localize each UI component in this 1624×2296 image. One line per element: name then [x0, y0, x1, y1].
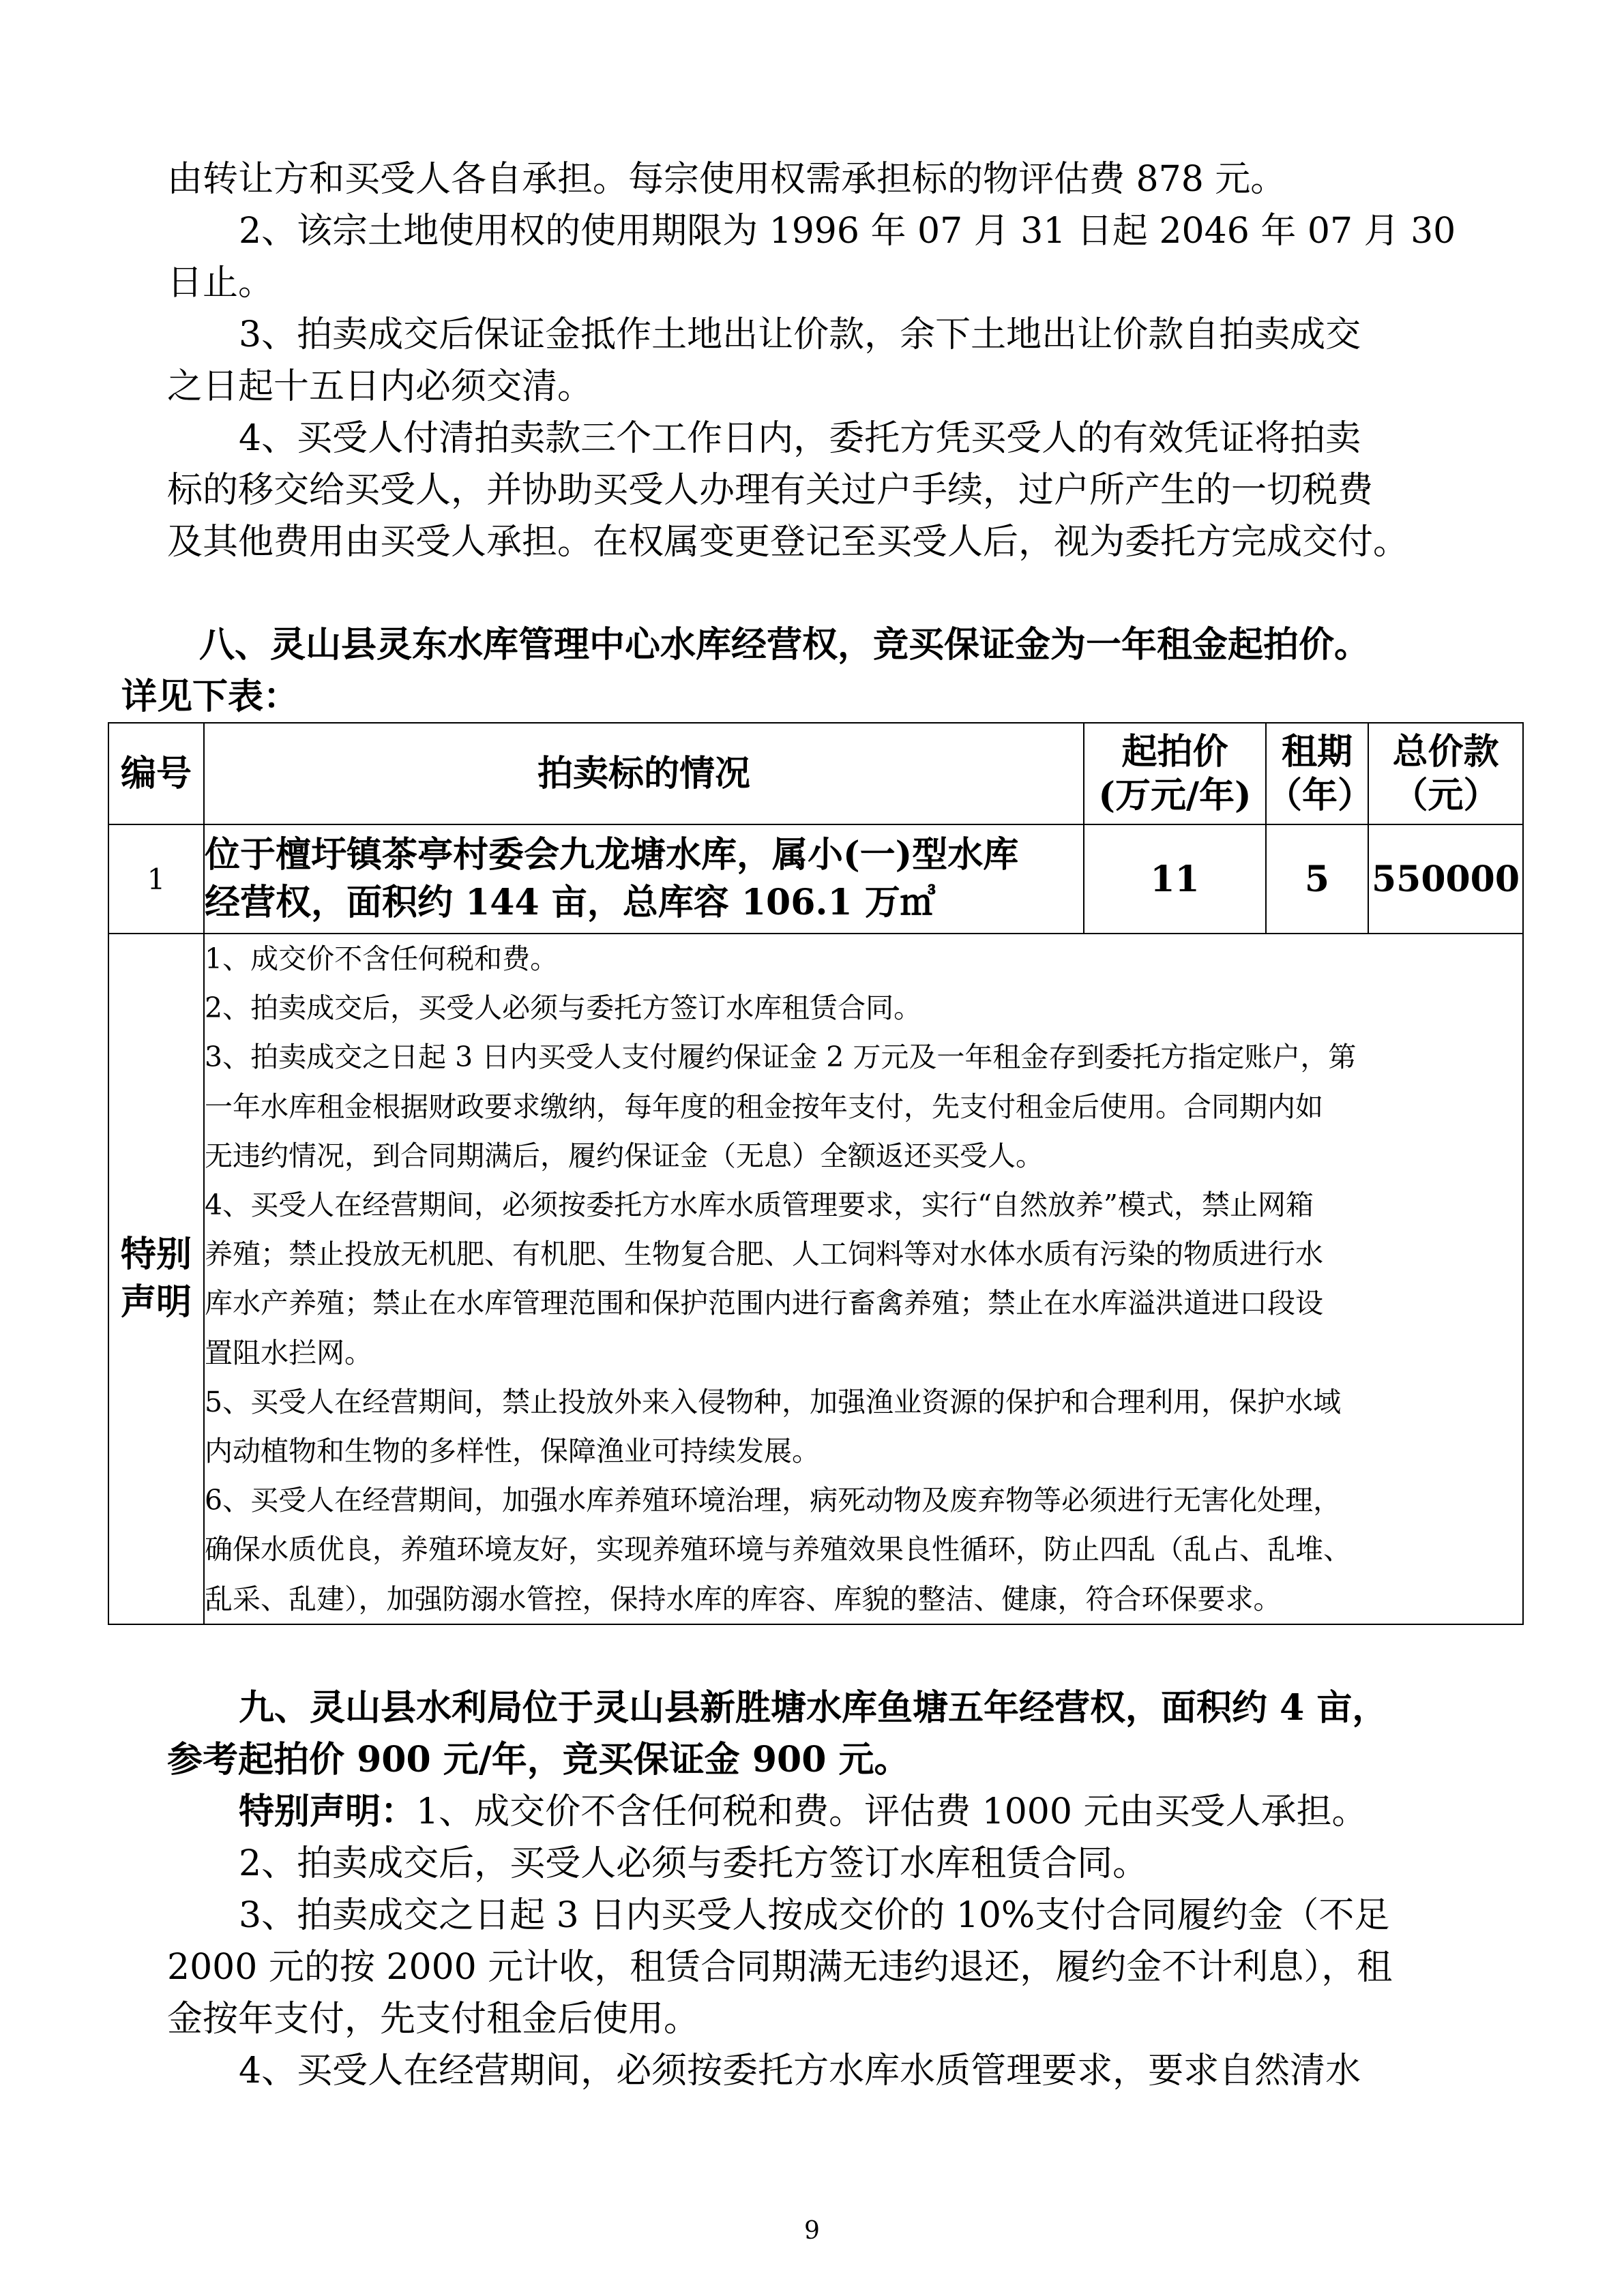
body-line: 2、拍卖成交后，买受人必须与委托方签订水库租赁合同。 — [239, 1843, 1149, 1884]
note-line: 4、买受人在经营期间，必须按委托方水库水质管理要求，实行“自然放养”模式，禁止网箱 — [205, 1189, 1314, 1222]
note-line: 乱采、乱建），加强防溺水管控，保持水库的库容、库貌的整洁、健康，符合环保要求。 — [205, 1582, 1282, 1615]
body-line: 标的移交给买受人，并协助买受人办理有关过户手续，过户所产生的一切税费 — [167, 470, 1374, 511]
special-label: 特别声明： — [239, 1791, 417, 1832]
page-number: 9 — [804, 2217, 820, 2245]
notes-label-l1: 特别 — [120, 1234, 192, 1276]
body-line: 2000 元的按 2000 元计收，租赁合同期满无违约退还，履约金不计利息），租 — [167, 1947, 1393, 1988]
body-line: 4、买受人付清拍卖款三个工作日内，委托方凭买受人的有效凭证将拍卖 — [239, 418, 1361, 459]
note-line: 无违约情况，到合同期满后，履约保证金（无息）全额返还买受人。 — [205, 1139, 1044, 1172]
cell-desc-line: 位于檀圩镇茶亭村委会九龙塘水库，属小(一)型水库 — [205, 834, 1019, 876]
section-9-heading-cont: 参考起拍价 900 元/年，竞买保证金 900 元。 — [167, 1739, 910, 1780]
cell-desc-line: 经营权，面积约 144 亩，总库容 106.1 万㎥ — [205, 882, 936, 923]
note-line: 3、拍卖成交之日起 3 日内买受人支付履约保证金 2 万元及一年租金存到委托方指定账户，第 — [205, 1041, 1357, 1074]
note-line: 库水产养殖；禁止在水库管理范围和保护范围内进行畜禽养殖；禁止在水库溢洪道进口段设 — [205, 1287, 1323, 1320]
note-line: 5、买受人在经营期间，禁止投放外来入侵物种，加强渔业资源的保护和合理利用，保护水域 — [205, 1385, 1342, 1418]
note-line: 6、买受人在经营期间，加强水库养殖环境治理，病死动物及废弃物等必须进行无害化处理， — [205, 1484, 1342, 1517]
col-header-start-price-l2: (万元/年) — [1098, 774, 1252, 816]
col-header-term-l2: （年） — [1267, 774, 1374, 816]
body-line: 3、拍卖成交之日起 3 日内买受人按成交价的 10%支付合同履约金（不足 — [239, 1895, 1390, 1936]
cell-desc — [204, 824, 1084, 934]
cell-total: 550000 — [1368, 824, 1523, 934]
body-line: 由转让方和买受人各自承担。每宗使用权需承担标的物评估费 878 元。 — [167, 159, 1286, 200]
table-header-row — [108, 723, 1523, 824]
body-line: 日止。 — [167, 263, 274, 303]
notes-label — [108, 934, 204, 1624]
table-row — [108, 824, 1523, 934]
body-line: 金按年支付，先支付租金后使用。 — [167, 1999, 700, 2040]
body-line: 3、拍卖成交后保证金抵作土地出让价款，余下土地出让价款自拍卖成交 — [239, 314, 1361, 355]
col-header-total — [1368, 723, 1523, 824]
body-line: 及其他费用由买受人承担。在权属变更登记至买受人后，视为委托方完成交付。 — [167, 522, 1409, 563]
auction-table — [108, 722, 1524, 1625]
col-header-start-price — [1084, 723, 1266, 824]
section-9-heading: 九、灵山县水利局位于灵山县新胜塘水库鱼塘五年经营权，面积约 4 亩， — [239, 1687, 1388, 1729]
note-line: 养殖；禁止投放无机肥、有机肥、生物复合肥、人工饲料等对水体水质有污染的物质进行水 — [205, 1238, 1323, 1271]
col-header-total-l2: （元） — [1392, 774, 1499, 816]
notes-row — [108, 934, 1523, 1624]
note-line: 置阻水拦网。 — [205, 1336, 372, 1369]
cell-no: 1 — [108, 824, 204, 934]
note-line: 一年水库租金根据财政要求缴纳，每年度的租金按年支付，先支付租金后使用。合同期内如 — [205, 1090, 1323, 1123]
section-8-heading-cont: 详见下表： — [121, 676, 299, 717]
col-header-no: 编号 — [108, 723, 204, 824]
body-line: 2、该宗土地使用权的使用期限为 1996 年 07 月 31 日起 2046 年 07 月 30 — [239, 211, 1456, 252]
body-line: 之日起十五日内必须交清。 — [167, 366, 593, 407]
cell-term: 5 — [1266, 824, 1368, 934]
special-text: 1、成交价不含任何税和费。评估费 1000 元由买受人承担。 — [416, 1791, 1368, 1832]
body-line: 4、买受人在经营期间，必须按委托方水库水质管理要求，要求自然清水 — [239, 2051, 1361, 2091]
note-line: 2、拍卖成交后，买受人必须与委托方签订水库租赁合同。 — [205, 992, 922, 1025]
cell-start-price: 11 — [1084, 824, 1266, 934]
col-header-start-price-l1: 起拍价 — [1121, 730, 1228, 773]
col-header-desc: 拍卖标的情况 — [204, 723, 1084, 824]
note-line: 1、成交价不含任何税和费。 — [205, 942, 559, 975]
col-header-term-l1: 租期 — [1281, 730, 1353, 773]
notes-label-l2: 声明 — [120, 1281, 192, 1324]
col-header-total-l1: 总价款 — [1392, 730, 1499, 773]
note-line: 确保水质优良，养殖环境友好，实现养殖环境与养殖效果良性循环，防止四乱（乱占、乱堆、 — [205, 1533, 1351, 1566]
col-header-term — [1266, 723, 1374, 824]
notes-content — [204, 934, 1523, 1624]
note-line: 内动植物和生物的多样性，保障渔业可持续发展。 — [205, 1435, 820, 1468]
section-8-heading: 八、灵山县灵东水库管理中心水库经营权，竞买保证金为一年租金起拍价。 — [199, 624, 1370, 666]
section-9-special-line — [239, 1786, 1368, 1838]
